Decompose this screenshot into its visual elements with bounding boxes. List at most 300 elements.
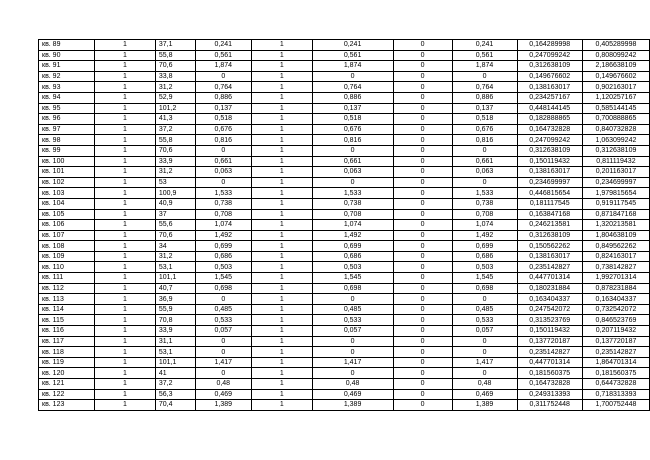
cell-coef: 1 xyxy=(251,124,312,135)
cell-area: 55,9 xyxy=(155,304,195,315)
cell-value-e: 0,234257167 xyxy=(517,92,582,103)
cell-value-a: 0,503 xyxy=(195,262,251,273)
cell-value-c: 0 xyxy=(393,400,452,411)
cell-value-a: 0,485 xyxy=(195,304,251,315)
cell-value-a: 0,676 xyxy=(195,124,251,135)
cell-value-a: 0,561 xyxy=(195,50,251,61)
cell-value-b: 0,241 xyxy=(312,40,393,51)
cell-apartment: кв. 95 xyxy=(39,103,95,114)
cell-value-e: 0,163404337 xyxy=(517,294,582,305)
cell-value-b: 0 xyxy=(312,145,393,156)
cell-total: 0,163404337 xyxy=(582,294,649,305)
cell-total: 0,201163017 xyxy=(582,167,649,178)
cell-area: 40,9 xyxy=(155,198,195,209)
cell-total: 0,700888865 xyxy=(582,114,649,125)
cell-value-c: 0 xyxy=(393,326,452,337)
cell-value-c: 0 xyxy=(393,135,452,146)
table-row xyxy=(39,273,650,284)
cell-total: 0,405289998 xyxy=(582,40,649,51)
cell-value-d: 0,764 xyxy=(452,82,517,93)
cell-apartment: кв. 97 xyxy=(39,124,95,135)
cell-area: 101,1 xyxy=(155,273,195,284)
cell-apartment: кв. 103 xyxy=(39,188,95,199)
cell-area: 31,2 xyxy=(155,251,195,262)
table-row xyxy=(39,304,650,315)
table-row xyxy=(39,103,650,114)
cell-area: 55,8 xyxy=(155,50,195,61)
cell-value-b: 0,676 xyxy=(312,124,393,135)
cell-count: 1 xyxy=(95,167,156,178)
table-row xyxy=(39,357,650,368)
cell-value-c: 0 xyxy=(393,251,452,262)
cell-value-e: 0,163847168 xyxy=(517,209,582,220)
cell-coef: 1 xyxy=(251,145,312,156)
cell-value-a: 0,738 xyxy=(195,198,251,209)
cell-apartment: кв. 117 xyxy=(39,336,95,347)
cell-total: 1,979815654 xyxy=(582,188,649,199)
cell-value-b: 0,469 xyxy=(312,389,393,400)
cell-area: 41 xyxy=(155,368,195,379)
cell-value-e: 0,182888865 xyxy=(517,114,582,125)
table-row xyxy=(39,379,650,390)
cell-value-a: 0 xyxy=(195,347,251,358)
cell-total: 0,840732828 xyxy=(582,124,649,135)
cell-count: 1 xyxy=(95,336,156,347)
cell-value-b: 1,492 xyxy=(312,230,393,241)
cell-area: 53 xyxy=(155,177,195,188)
cell-area: 31,2 xyxy=(155,82,195,93)
cell-value-e: 0,447701314 xyxy=(517,357,582,368)
cell-value-b: 0,533 xyxy=(312,315,393,326)
cell-count: 1 xyxy=(95,241,156,252)
table-row xyxy=(39,188,650,199)
cell-coef: 1 xyxy=(251,283,312,294)
cell-count: 1 xyxy=(95,230,156,241)
cell-area: 55,8 xyxy=(155,135,195,146)
table-row xyxy=(39,114,650,125)
cell-coef: 1 xyxy=(251,198,312,209)
cell-value-e: 0,447701314 xyxy=(517,273,582,284)
cell-value-d: 0,057 xyxy=(452,326,517,337)
table-row xyxy=(39,230,650,241)
cell-value-d: 1,074 xyxy=(452,220,517,231)
cell-value-b: 1,389 xyxy=(312,400,393,411)
table-row xyxy=(39,177,650,188)
cell-count: 1 xyxy=(95,61,156,72)
cell-apartment: кв. 121 xyxy=(39,379,95,390)
cell-coef: 1 xyxy=(251,71,312,82)
cell-value-e: 0,249313393 xyxy=(517,389,582,400)
cell-value-d: 0,661 xyxy=(452,156,517,167)
cell-value-a: 0,886 xyxy=(195,92,251,103)
cell-value-d: 0,063 xyxy=(452,167,517,178)
cell-value-e: 0,164289998 xyxy=(517,40,582,51)
cell-apartment: кв. 116 xyxy=(39,326,95,337)
cell-coef: 1 xyxy=(251,294,312,305)
cell-apartment: кв. 112 xyxy=(39,283,95,294)
cell-area: 70,6 xyxy=(155,230,195,241)
cell-value-e: 0,246213581 xyxy=(517,220,582,231)
cell-value-a: 1,417 xyxy=(195,357,251,368)
cell-total: 0,137720187 xyxy=(582,336,649,347)
cell-count: 1 xyxy=(95,283,156,294)
cell-area: 70,8 xyxy=(155,315,195,326)
cell-value-b: 1,533 xyxy=(312,188,393,199)
cell-value-a: 0,518 xyxy=(195,114,251,125)
cell-value-e: 0,150562262 xyxy=(517,241,582,252)
cell-coef: 1 xyxy=(251,50,312,61)
table-row xyxy=(39,71,650,82)
cell-total: 0,207119432 xyxy=(582,326,649,337)
cell-value-e: 0,247099242 xyxy=(517,50,582,61)
cell-value-c: 0 xyxy=(393,188,452,199)
cell-value-e: 0,149676602 xyxy=(517,71,582,82)
cell-value-a: 0,661 xyxy=(195,156,251,167)
cell-value-e: 0,181117545 xyxy=(517,198,582,209)
cell-value-a: 0,48 xyxy=(195,379,251,390)
cell-coef: 1 xyxy=(251,114,312,125)
cell-value-d: 0,518 xyxy=(452,114,517,125)
cell-value-d: 0 xyxy=(452,368,517,379)
cell-value-c: 0 xyxy=(393,156,452,167)
cell-coef: 1 xyxy=(251,241,312,252)
cell-area: 31,1 xyxy=(155,336,195,347)
cell-value-b: 1,074 xyxy=(312,220,393,231)
cell-coef: 1 xyxy=(251,400,312,411)
cell-value-c: 0 xyxy=(393,145,452,156)
cell-value-c: 0 xyxy=(393,71,452,82)
cell-value-b: 0 xyxy=(312,336,393,347)
cell-value-c: 0 xyxy=(393,357,452,368)
cell-value-d: 0,561 xyxy=(452,50,517,61)
cell-area: 33,9 xyxy=(155,326,195,337)
cell-coef: 1 xyxy=(251,40,312,51)
cell-total: 1,700752448 xyxy=(582,400,649,411)
cell-value-d: 0 xyxy=(452,71,517,82)
cell-value-e: 0,247099242 xyxy=(517,135,582,146)
cell-coef: 1 xyxy=(251,368,312,379)
cell-value-a: 0,686 xyxy=(195,251,251,262)
cell-value-b: 0,661 xyxy=(312,156,393,167)
cell-apartment: кв. 96 xyxy=(39,114,95,125)
cell-coef: 1 xyxy=(251,357,312,368)
cell-total: 0,919117545 xyxy=(582,198,649,209)
cell-apartment: кв. 120 xyxy=(39,368,95,379)
cell-total: 0,902163017 xyxy=(582,82,649,93)
cell-coef: 1 xyxy=(251,251,312,262)
cell-value-b: 1,417 xyxy=(312,357,393,368)
cell-area: 70,6 xyxy=(155,145,195,156)
cell-value-c: 0 xyxy=(393,294,452,305)
table-row xyxy=(39,50,650,61)
cell-count: 1 xyxy=(95,400,156,411)
cell-value-c: 0 xyxy=(393,177,452,188)
cell-total: 0,738142827 xyxy=(582,262,649,273)
cell-apartment: кв. 119 xyxy=(39,357,95,368)
cell-value-c: 0 xyxy=(393,114,452,125)
cell-value-a: 0,764 xyxy=(195,82,251,93)
cell-value-d: 0,738 xyxy=(452,198,517,209)
cell-coef: 1 xyxy=(251,209,312,220)
cell-value-e: 0,180231884 xyxy=(517,283,582,294)
cell-value-d: 0 xyxy=(452,177,517,188)
cell-apartment: кв. 104 xyxy=(39,198,95,209)
cell-value-c: 0 xyxy=(393,61,452,72)
cell-total: 0,644732828 xyxy=(582,379,649,390)
cell-coef: 1 xyxy=(251,167,312,178)
cell-value-b: 1,545 xyxy=(312,273,393,284)
table-row xyxy=(39,135,650,146)
table-row xyxy=(39,262,650,273)
cell-value-b: 0 xyxy=(312,71,393,82)
cell-area: 53,1 xyxy=(155,347,195,358)
cell-area: 101,2 xyxy=(155,103,195,114)
cell-total: 1,864701314 xyxy=(582,357,649,368)
cell-apartment: кв. 114 xyxy=(39,304,95,315)
cell-value-c: 0 xyxy=(393,124,452,135)
cell-area: 34 xyxy=(155,241,195,252)
cell-apartment: кв. 111 xyxy=(39,273,95,284)
cell-value-c: 0 xyxy=(393,167,452,178)
cell-apartment: кв. 92 xyxy=(39,71,95,82)
cell-value-b: 0,816 xyxy=(312,135,393,146)
cell-value-a: 1,874 xyxy=(195,61,251,72)
cell-value-a: 1,533 xyxy=(195,188,251,199)
cell-value-b: 0,699 xyxy=(312,241,393,252)
cell-count: 1 xyxy=(95,347,156,358)
cell-total: 0,811119432 xyxy=(582,156,649,167)
cell-coef: 1 xyxy=(251,389,312,400)
cell-apartment: кв. 101 xyxy=(39,167,95,178)
cell-value-d: 0,816 xyxy=(452,135,517,146)
cell-total: 0,732542072 xyxy=(582,304,649,315)
cell-apartment: кв. 113 xyxy=(39,294,95,305)
cell-value-a: 1,492 xyxy=(195,230,251,241)
cell-value-a: 0,708 xyxy=(195,209,251,220)
table-row xyxy=(39,220,650,231)
cell-value-a: 0,137 xyxy=(195,103,251,114)
cell-value-b: 1,874 xyxy=(312,61,393,72)
cell-count: 1 xyxy=(95,262,156,273)
cell-value-c: 0 xyxy=(393,262,452,273)
cell-value-b: 0 xyxy=(312,177,393,188)
cell-value-b: 0,137 xyxy=(312,103,393,114)
cell-total: 1,120257167 xyxy=(582,92,649,103)
cell-value-d: 0,503 xyxy=(452,262,517,273)
cell-value-a: 0 xyxy=(195,71,251,82)
cell-value-d: 0,137 xyxy=(452,103,517,114)
table-row xyxy=(39,294,650,305)
cell-count: 1 xyxy=(95,251,156,262)
cell-count: 1 xyxy=(95,379,156,390)
cell-count: 1 xyxy=(95,304,156,315)
cell-count: 1 xyxy=(95,357,156,368)
cell-value-d: 0,485 xyxy=(452,304,517,315)
cell-apartment: кв. 89 xyxy=(39,40,95,51)
cell-apartment: кв. 108 xyxy=(39,241,95,252)
table-row xyxy=(39,326,650,337)
cell-value-a: 0,057 xyxy=(195,326,251,337)
cell-value-a: 1,389 xyxy=(195,400,251,411)
table-row xyxy=(39,198,650,209)
table-row xyxy=(39,145,650,156)
cell-value-c: 0 xyxy=(393,389,452,400)
cell-coef: 1 xyxy=(251,135,312,146)
cell-apartment: кв. 90 xyxy=(39,50,95,61)
cell-count: 1 xyxy=(95,220,156,231)
cell-count: 1 xyxy=(95,198,156,209)
cell-coef: 1 xyxy=(251,273,312,284)
cell-coef: 1 xyxy=(251,188,312,199)
cell-value-d: 0 xyxy=(452,347,517,358)
table-row xyxy=(39,61,650,72)
cell-value-c: 0 xyxy=(393,103,452,114)
cell-value-d: 0,469 xyxy=(452,389,517,400)
table-row xyxy=(39,156,650,167)
cell-count: 1 xyxy=(95,135,156,146)
cell-value-b: 0,698 xyxy=(312,283,393,294)
cell-count: 1 xyxy=(95,82,156,93)
cell-area: 36,9 xyxy=(155,294,195,305)
cell-value-e: 0,150119432 xyxy=(517,156,582,167)
cell-total: 1,992701314 xyxy=(582,273,649,284)
cell-value-d: 0,676 xyxy=(452,124,517,135)
cell-value-b: 0,561 xyxy=(312,50,393,61)
cell-value-e: 0,448144145 xyxy=(517,103,582,114)
cell-value-c: 0 xyxy=(393,241,452,252)
cell-count: 1 xyxy=(95,114,156,125)
cell-value-b: 0,764 xyxy=(312,82,393,93)
table-row xyxy=(39,92,650,103)
cell-area: 52,9 xyxy=(155,92,195,103)
cell-count: 1 xyxy=(95,92,156,103)
cell-coef: 1 xyxy=(251,61,312,72)
cell-value-b: 0 xyxy=(312,347,393,358)
cell-value-b: 0,738 xyxy=(312,198,393,209)
cell-value-e: 0,312638109 xyxy=(517,230,582,241)
cell-count: 1 xyxy=(95,188,156,199)
cell-area: 40,7 xyxy=(155,283,195,294)
cell-area: 33,8 xyxy=(155,71,195,82)
cell-area: 37 xyxy=(155,209,195,220)
cell-value-b: 0,48 xyxy=(312,379,393,390)
cell-value-d: 1,389 xyxy=(452,400,517,411)
cell-value-d: 0 xyxy=(452,336,517,347)
cell-value-a: 1,074 xyxy=(195,220,251,231)
cell-value-a: 0,063 xyxy=(195,167,251,178)
cell-coef: 1 xyxy=(251,379,312,390)
cell-value-e: 0,150119432 xyxy=(517,326,582,337)
cell-value-a: 0,241 xyxy=(195,40,251,51)
cell-value-b: 0 xyxy=(312,368,393,379)
cell-count: 1 xyxy=(95,145,156,156)
table-row xyxy=(39,347,650,358)
table-row xyxy=(39,167,650,178)
cell-value-b: 0 xyxy=(312,294,393,305)
cell-value-e: 0,164732828 xyxy=(517,124,582,135)
cell-total: 0,824163017 xyxy=(582,251,649,262)
cell-area: 41,3 xyxy=(155,114,195,125)
table-row xyxy=(39,389,650,400)
table-row xyxy=(39,124,650,135)
cell-area: 101,1 xyxy=(155,357,195,368)
cell-value-d: 0,886 xyxy=(452,92,517,103)
cell-count: 1 xyxy=(95,124,156,135)
cell-coef: 1 xyxy=(251,336,312,347)
cell-value-d: 0,686 xyxy=(452,251,517,262)
cell-area: 100,9 xyxy=(155,188,195,199)
cell-value-b: 0,708 xyxy=(312,209,393,220)
cell-apartment: кв. 100 xyxy=(39,156,95,167)
cell-apartment: кв. 91 xyxy=(39,61,95,72)
table-row xyxy=(39,368,650,379)
cell-total: 0,878231884 xyxy=(582,283,649,294)
apartment-data-table xyxy=(38,39,650,411)
table-row xyxy=(39,283,650,294)
cell-area: 37,2 xyxy=(155,379,195,390)
cell-value-c: 0 xyxy=(393,336,452,347)
cell-value-c: 0 xyxy=(393,220,452,231)
cell-coef: 1 xyxy=(251,230,312,241)
cell-count: 1 xyxy=(95,368,156,379)
cell-apartment: кв. 102 xyxy=(39,177,95,188)
cell-apartment: кв. 122 xyxy=(39,389,95,400)
cell-count: 1 xyxy=(95,71,156,82)
cell-value-b: 0,518 xyxy=(312,114,393,125)
cell-area: 55,6 xyxy=(155,220,195,231)
cell-value-d: 0 xyxy=(452,145,517,156)
cell-apartment: кв. 99 xyxy=(39,145,95,156)
cell-apartment: кв. 106 xyxy=(39,220,95,231)
cell-total: 2,186638109 xyxy=(582,61,649,72)
cell-value-c: 0 xyxy=(393,198,452,209)
cell-value-a: 1,545 xyxy=(195,273,251,284)
cell-value-b: 0,063 xyxy=(312,167,393,178)
cell-value-d: 0,699 xyxy=(452,241,517,252)
cell-value-b: 0,686 xyxy=(312,251,393,262)
cell-value-e: 0,164732828 xyxy=(517,379,582,390)
cell-value-d: 0,533 xyxy=(452,315,517,326)
cell-value-c: 0 xyxy=(393,368,452,379)
cell-value-e: 0,312638109 xyxy=(517,61,582,72)
cell-value-e: 0,138163017 xyxy=(517,251,582,262)
cell-apartment: кв. 115 xyxy=(39,315,95,326)
cell-value-b: 0,485 xyxy=(312,304,393,315)
cell-apartment: кв. 118 xyxy=(39,347,95,358)
cell-value-a: 0 xyxy=(195,294,251,305)
cell-value-d: 0,241 xyxy=(452,40,517,51)
cell-area: 33,9 xyxy=(155,156,195,167)
cell-value-e: 0,138163017 xyxy=(517,167,582,178)
table-row xyxy=(39,40,650,51)
cell-count: 1 xyxy=(95,209,156,220)
cell-value-d: 0,698 xyxy=(452,283,517,294)
cell-total: 0,849562262 xyxy=(582,241,649,252)
cell-area: 70,4 xyxy=(155,400,195,411)
table-row xyxy=(39,251,650,262)
cell-apartment: кв. 107 xyxy=(39,230,95,241)
table-body xyxy=(39,40,650,411)
cell-count: 1 xyxy=(95,294,156,305)
cell-value-d: 1,417 xyxy=(452,357,517,368)
cell-value-e: 0,138163017 xyxy=(517,82,582,93)
cell-value-e: 0,137720187 xyxy=(517,336,582,347)
cell-total: 0,312638109 xyxy=(582,145,649,156)
cell-value-b: 0,503 xyxy=(312,262,393,273)
cell-coef: 1 xyxy=(251,262,312,273)
cell-apartment: кв. 98 xyxy=(39,135,95,146)
cell-value-e: 0,235142827 xyxy=(517,262,582,273)
